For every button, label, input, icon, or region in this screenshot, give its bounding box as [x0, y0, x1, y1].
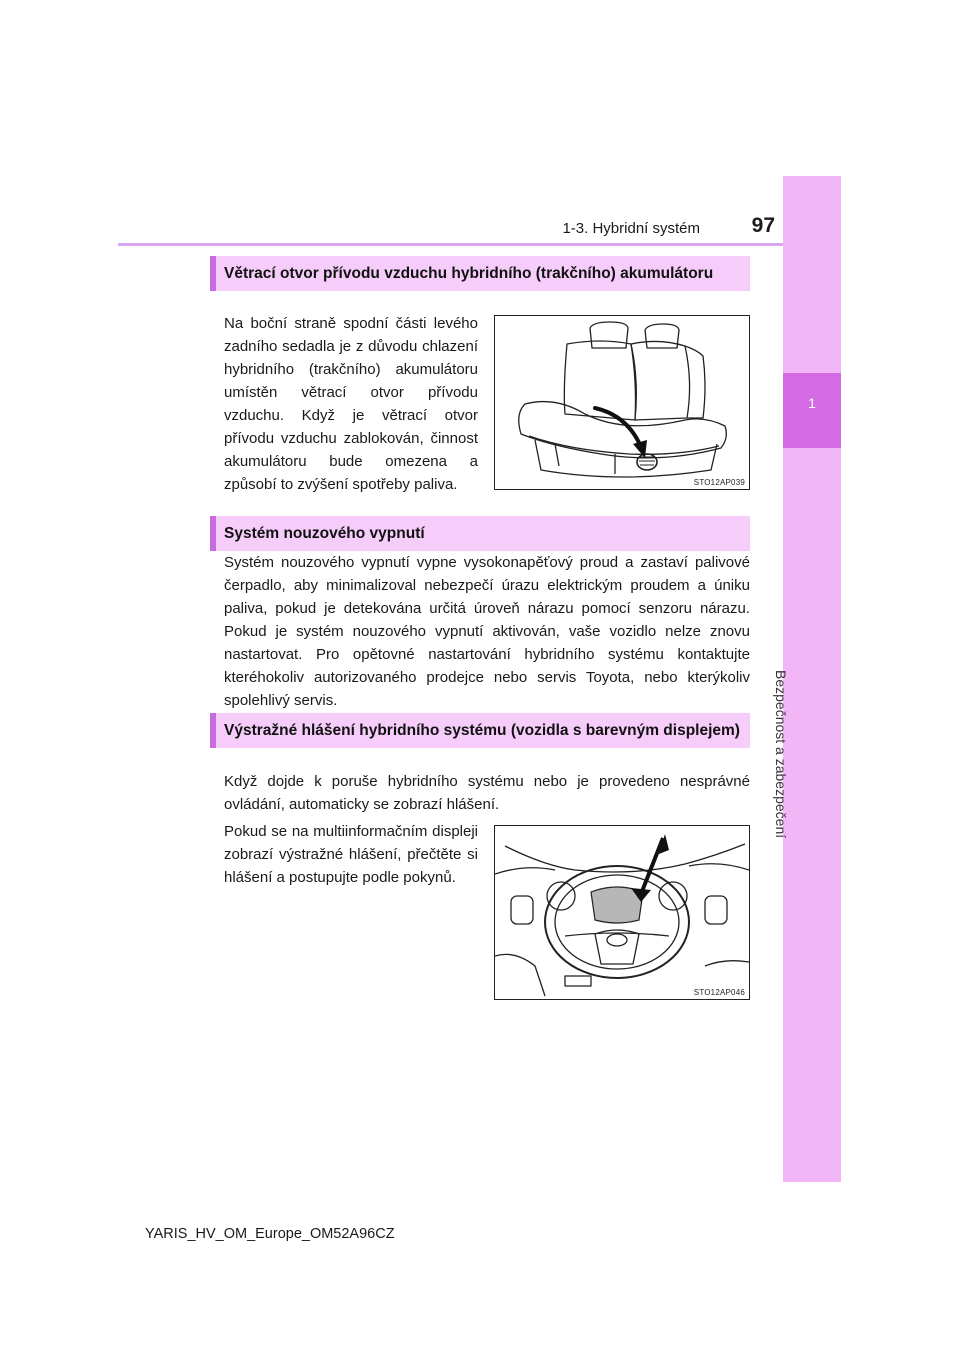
paragraph-emergency-shutoff: Systém nouzového vypnutí vypne vysokonapěťový proud a zastaví palivové čerpadlo, aby minimalizoval nebezpečí úrazu elektrickým proudem a úniku paliva, pokud je detekována určitá úroveň nárazu pomocí senzoru nárazu. Pokud je systém nouzového vypnutí aktivován, vaše vozidlo nelze znovu nastartovat. Pro opětovné nastartování hybridního systému kontaktujte kteréhokoliv autorizovaného prodejce nebo servis Toyota, nebo kterýkoliv spolehlivý servis. — [224, 554, 750, 709]
paragraph-air-vent: Na boční straně spodní části levého zadního sedadla je z důvodu chlazení hybridního (trakčního) akumulátoru umístěn větrací otvor přívodu vzduchu. Když je větrací otvor přívodu vzduchu zablokován, činnost akumulátoru bude omezena a způsobí to zvýšení spotřeby paliva. — [224, 315, 478, 493]
figure-steering-display — [494, 825, 750, 1000]
steering-wheel-display-illustration — [495, 826, 749, 999]
figure-rear-seat-vent — [494, 315, 750, 490]
rear-seat-air-vent-illustration — [495, 316, 749, 489]
figure-code: STO12AP039 — [693, 478, 745, 487]
header-rule — [118, 243, 783, 246]
section-heading-emergency-shutoff: Systém nouzového vypnutí — [210, 516, 750, 551]
section-reference: 1-3. Hybridní systém — [562, 220, 700, 237]
chapter-side-tab — [783, 176, 841, 1182]
paragraph-warning-message-1: Když dojde k poruše hybridního systému nebo je provedeno nesprávné ovládání, automaticky se zobrazí hlášení. — [224, 773, 750, 813]
chapter-number: 1 — [808, 395, 816, 411]
page-number: 97 — [751, 214, 775, 237]
section-heading-air-vent: Větrací otvor přívodu vzduchu hybridního (trakčního) akumulátoru — [210, 256, 750, 291]
figure-code: STO12AP046 — [693, 988, 745, 997]
paragraph-warning-message-2: Pokud se na multiinformačním displeji zobrazí výstražné hlášení, přečtěte si hlášení a postupujte podle pokynů. — [224, 823, 478, 886]
chapter-title: Bezpečnost a zabezpečení — [773, 670, 789, 839]
section-heading-warning-message: Výstražné hlášení hybridního systému (vozidla s barevným displejem) — [210, 713, 750, 748]
document-id: YARIS_HV_OM_Europe_OM52A96CZ — [145, 1226, 395, 1242]
